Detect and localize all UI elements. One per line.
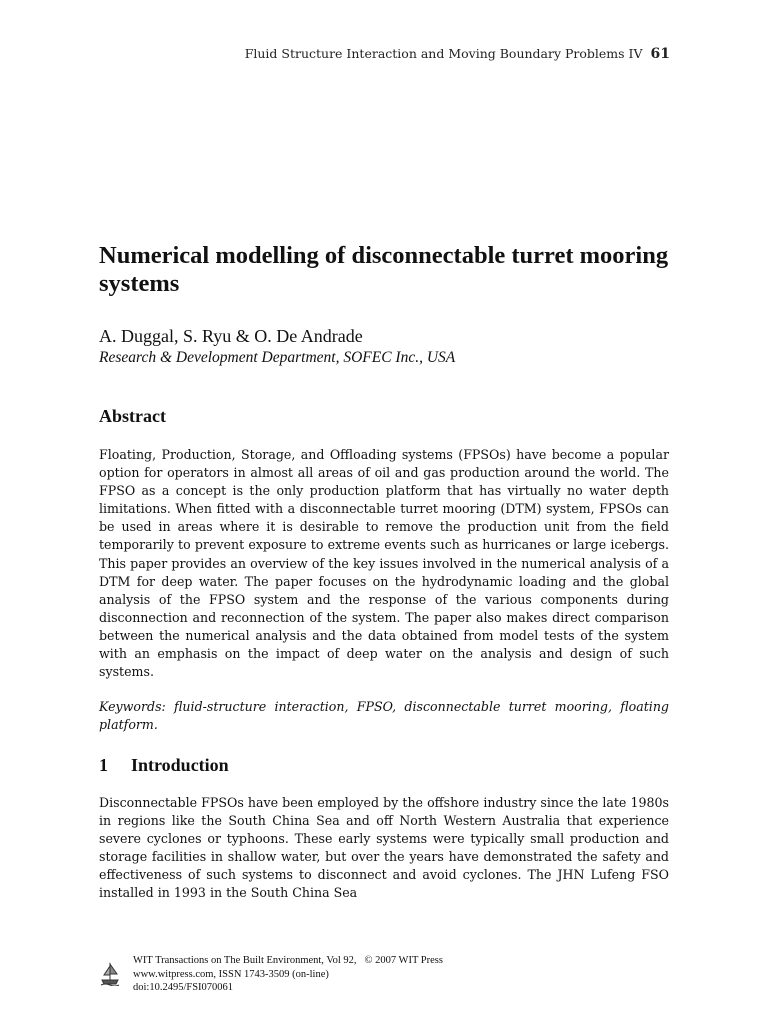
footer-doi: doi:10.2495/FSI070061 (133, 982, 234, 993)
keywords: Keywords: fluid-structure interaction, FPSO, disconnectable turret mooring, floating platform. (99, 699, 669, 733)
footer-series: WIT Transactions on The Built Environment, Vol 92, (133, 955, 357, 966)
running-head-journal: Fluid Structure Interaction and Moving Boundary Problems IV (244, 46, 643, 61)
page-number: 61 (650, 46, 670, 62)
abstract-heading: Abstract (99, 406, 166, 426)
section-heading-introduction (99, 754, 669, 776)
footer-line-1 (133, 954, 443, 968)
abstract-body: Floating, Production, Storage, and Offloading systems (FPSOs) have become a popular option for operators in almost all areas of oil and gas production around the world. The FPSO as a concept is the only production platform that has virtually no water depth limitations. When fitted with a disconnectable turret mooring (DTM) system, FPSOs can be used in areas where it is desirable to remove the production unit from the field temporarily to prevent exposure to extreme events such as hurricanes or large icebergs. This paper provides an overview of the key issues involved in the numerical analysis of a DTM for deep water. The paper focuses on the hydrodynamic loading and the global analysis of the FPSO system and the response of the various components during disconnection and reconnection of the system. The paper also makes direct comparison between the numerical analysis and the data obtained from model tests of the system with an emphasis on the impact of deep water on the analysis and design of such systems. (99, 447, 669, 680)
authors: A. Duggal, S. Ryu & O. De Andrade (99, 326, 363, 346)
footer-line-2: www.witpress.com, ISSN 1743-3509 (on-line) (133, 968, 329, 980)
footer (99, 954, 519, 998)
affiliation: Research & Development Department, SOFEC Inc., USA (99, 349, 456, 366)
running-head (245, 46, 670, 62)
section-number: 1 (99, 755, 108, 775)
section-title: Introduction (131, 755, 229, 775)
footer-copyright: © 2007 WIT Press (364, 955, 443, 966)
footer-text (133, 954, 443, 995)
wit-press-logo-icon (99, 960, 121, 986)
paper-title: Numerical modelling of disconnectable turret mooring systems (99, 242, 669, 297)
introduction-body: Disconnectable FPSOs have been employed by the offshore industry since the late 1980s in regions like the South China Sea and off North Western Australia that experience severe cyclones or typhoons. These early systems were typically small production and storage facilities in shallow water, but over the years have demonstrated the safety and effectiveness of such systems to disconnect and avoid cyclones. The JHN Lufeng FSO installed in 1993 in the South China Sea (99, 795, 669, 901)
